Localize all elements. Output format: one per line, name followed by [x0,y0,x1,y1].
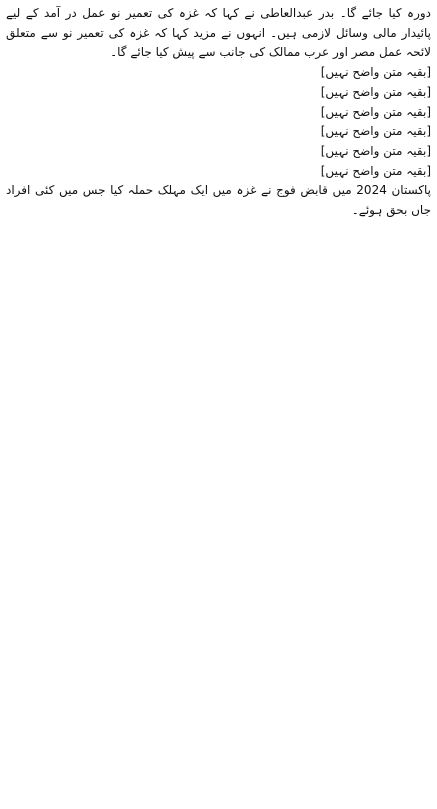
article-paragraph-3: [بقیہ متن واضح نہیں] [320,84,431,99]
article-paragraph-2: [بقیہ متن واضح نہیں] [320,65,431,80]
article-paragraph-7: [بقیہ متن واضح نہیں] [320,163,431,178]
article-paragraph-4: [بقیہ متن واضح نہیں] [320,104,431,119]
article-body [6,4,431,221]
article-paragraph-5: [بقیہ متن واضح نہیں] [320,124,431,139]
article-paragraph-6: [بقیہ متن واضح نہیں] [320,143,431,158]
article-paragraph-1: دورہ کیا جائے گا۔ بدر عبدالعاطی نے کہا کہ غزہ کی تعمیر نو عمل در آمد کے لیے پائیدار مالی وسائل لازمی ہیں۔ انہوں نے مزید کہا کہ غزہ کی تعمیر نو سے متعلق لائحہ عمل مصر اور عرب ممالک کی جانب سے پیش کیا جائے گا۔ [6,6,431,60]
article-paragraph-8: پاکستان 2024 میں قابض فوج نے غزہ میں ایک مہلک حملہ کیا جس میں کئی افراد جاں بحق ہوئے۔ [6,183,431,218]
